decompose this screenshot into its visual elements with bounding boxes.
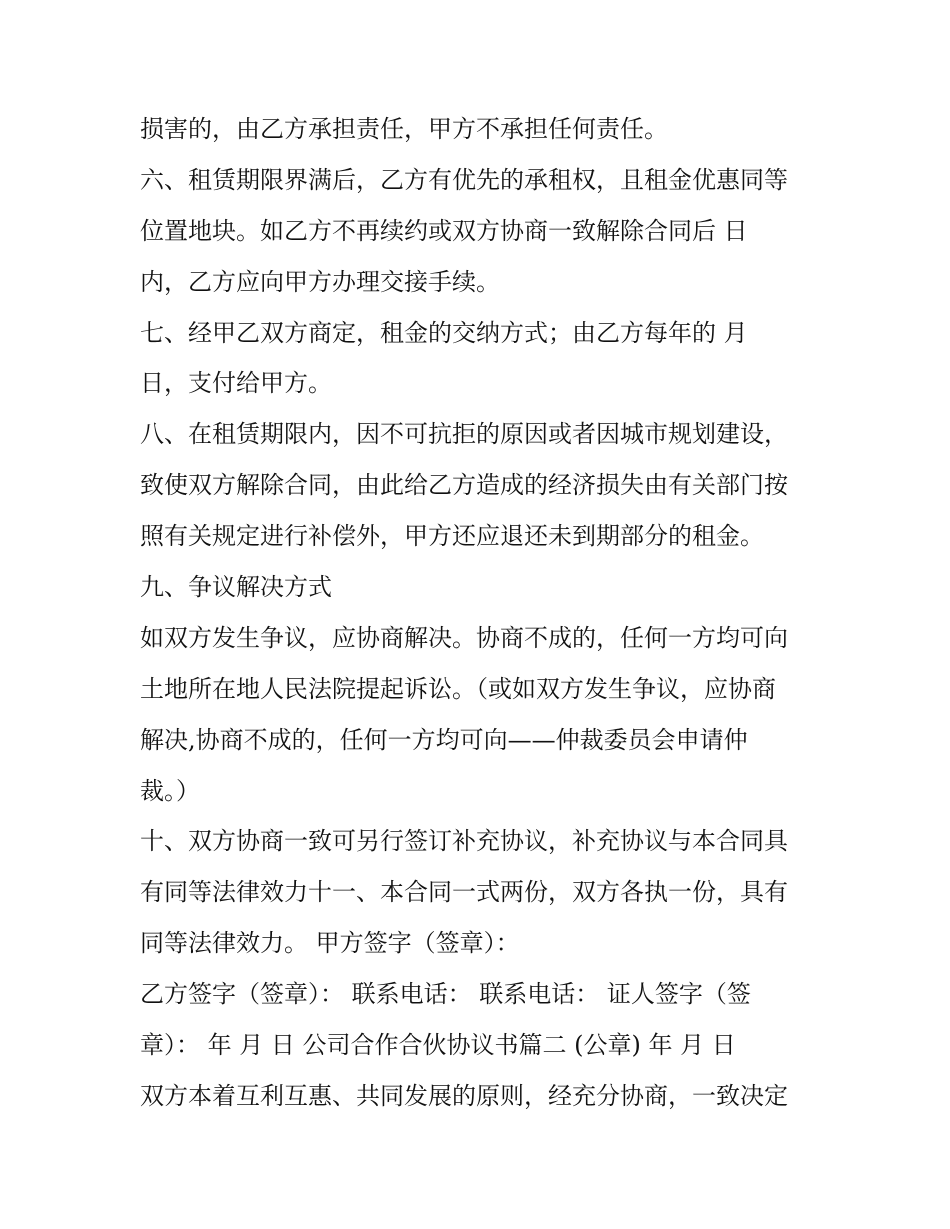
text-line: 损害的，由乙方承担责任，甲方不承担任何责任。 xyxy=(140,115,668,143)
text-line: 致使双方解除合同，由此给乙方造成的经济损失由有关部门按 xyxy=(140,471,788,500)
text-line: 八、在租赁期限内，因不可抗拒的原因或者因城市规划建设， xyxy=(140,420,788,449)
signature-line: 章）： 年 月 日 公司合作合伙协议书篇二 (公章) 年 月 日 xyxy=(140,1031,736,1060)
text-line: 照有关规定进行补偿外，甲方还应退还未到期部分的租金。 xyxy=(140,522,764,551)
text-line: 有同等法律效力十一、本合同一式两份，双方各执一份，具有 xyxy=(140,878,788,907)
text-line: 十、双方协商一致可另行签订补充协议，补充协议与本合同具 xyxy=(140,827,788,856)
text-line: 日，支付给甲方。 xyxy=(140,369,332,398)
text-line: 位置地块。如乙方不再续约或双方协商一致解除合同后 日 xyxy=(140,216,748,245)
document-body xyxy=(140,104,820,1122)
text-line: 如双方发生争议，应协商解决。协商不成的，任何一方均可向 xyxy=(140,623,788,652)
section-heading: 九、争议解决方式 xyxy=(140,573,332,602)
text-line: 双方本着互利互惠、共同发展的原则，经充分协商，一致决定 xyxy=(140,1081,788,1110)
signature-line: 乙方签字（签章）： 联系电话： 联系电话： 证人签字（签 xyxy=(140,980,751,1009)
text-line: 七、经甲乙双方商定，租金的交纳方式；由乙方每年的 月 xyxy=(140,318,748,347)
text-line: 内，乙方应向甲方办理交接手续。 xyxy=(140,267,500,296)
text-line: 六、租赁期限界满后，乙方有优先的承租权，且租金优惠同等 xyxy=(140,165,788,194)
text-line: 土地所在地人民法院提起诉讼。（或如双方发生争议，应协商 xyxy=(140,674,776,703)
text-line: 裁。） xyxy=(140,776,200,805)
signature-line: 同等法律效力。 甲方签字（签章）： xyxy=(140,929,520,958)
text-line: 解决,协商不成的，任何一方均可向——仲裁委员会申请仲 xyxy=(140,725,748,754)
